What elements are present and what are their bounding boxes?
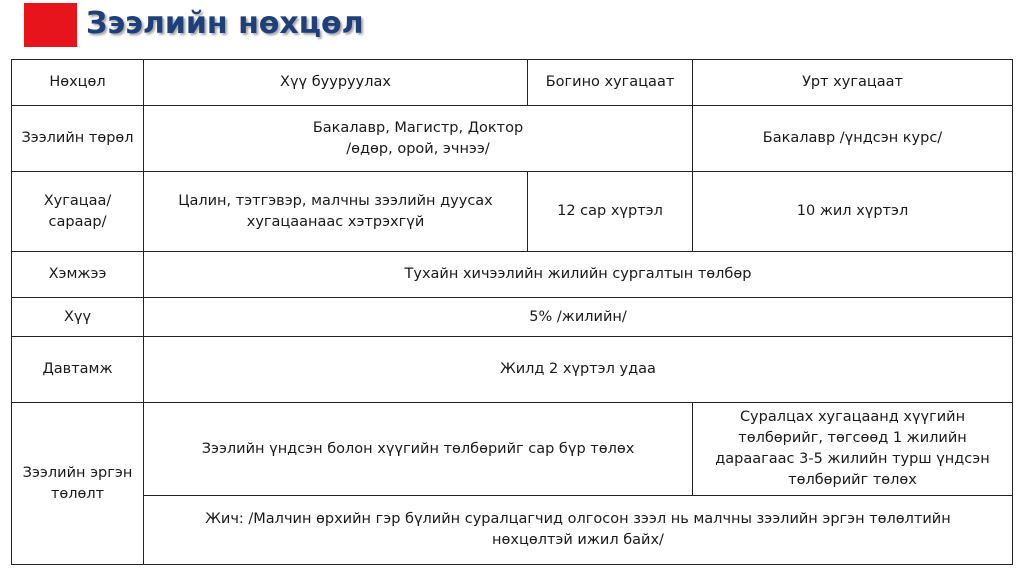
red-accent-square xyxy=(24,3,77,47)
cell-line: Суралцах хугацаанд хүүгийн xyxy=(739,409,966,425)
cell-line: төлбөрийг төлөх xyxy=(788,472,917,488)
cell-line: Цалин, тэтгэвэр, малчны зээлийн дуусах xyxy=(178,192,493,209)
row-label-interest: Хүү xyxy=(12,298,144,337)
cell-repayment-short: Зээлийн үндсэн болон хүүгийн төлбөрийг сар бүр төлөх xyxy=(144,403,693,496)
table-row-amount xyxy=(12,252,1013,298)
cell-loan-type-long: Бакалавр /үндсэн курс/ xyxy=(693,106,1013,172)
header-condition: Нөхцөл xyxy=(12,60,144,106)
cell-line: сараар/ xyxy=(48,213,107,230)
cell-line: хугацаанаас хэтрэхгүй xyxy=(246,213,425,230)
cell-term-short: 12 сар хүртэл xyxy=(528,172,693,252)
cell-line: нөхцөлтэй ижил байх/ xyxy=(492,532,664,548)
cell-line: Жич: /Малчин өрхийн гэр бүлийн суралцагчид олгосон зээл нь малчны зээлийн эргэн төлөлтийн xyxy=(205,511,951,527)
cell-line: төлөлт xyxy=(50,485,105,502)
cell-line: /өдөр, орой, эчнээ/ xyxy=(346,140,490,157)
page-title: Зээлийн нөхцөл xyxy=(86,6,364,41)
cell-frequency-value: Жилд 2 хүртэл удаа xyxy=(144,337,1013,403)
table-row-interest xyxy=(12,298,1013,337)
cell-repayment-note xyxy=(144,496,1013,565)
table-row-frequency xyxy=(12,337,1013,403)
cell-line: төлбөрийг, төгсөөд 1 жилийн xyxy=(738,430,967,446)
cell-interest-value: 5% /жилийн/ xyxy=(144,298,1013,337)
table-row-term xyxy=(12,172,1013,252)
table-row-loan-type xyxy=(12,106,1013,172)
cell-loan-type-short xyxy=(144,106,693,172)
row-label-amount: Хэмжээ xyxy=(12,252,144,298)
cell-amount-value: Тухайн хичээлийн жилийн сургалтын төлбөр xyxy=(144,252,1013,298)
table-row-note xyxy=(12,496,1013,565)
cell-term-reduce xyxy=(144,172,528,252)
cell-term-long: 10 жил хүртэл xyxy=(693,172,1013,252)
cell-line: Зээлийн эргэн xyxy=(22,464,133,481)
table-row-repayment xyxy=(12,403,1013,496)
cell-line: дараагаас 3-5 жилийн турш үндсэн xyxy=(715,451,990,467)
row-label-term xyxy=(12,172,144,252)
cell-repayment-long xyxy=(693,403,1013,496)
row-label-frequency: Давтамж xyxy=(12,337,144,403)
row-label-loan-type: Зээлийн төрөл xyxy=(12,106,144,172)
table-header-row xyxy=(12,60,1013,106)
cell-line: Хугацаа/ xyxy=(43,192,112,209)
header-rate-reduction: Хүү бууруулах xyxy=(144,60,528,106)
header-short-term: Богино хугацаат xyxy=(528,60,693,106)
header-long-term: Урт хугацаат xyxy=(693,60,1013,106)
loan-conditions-table xyxy=(11,59,1013,565)
row-label-repayment xyxy=(12,403,144,565)
cell-line: Бакалавр, Магистр, Доктор xyxy=(312,119,524,136)
